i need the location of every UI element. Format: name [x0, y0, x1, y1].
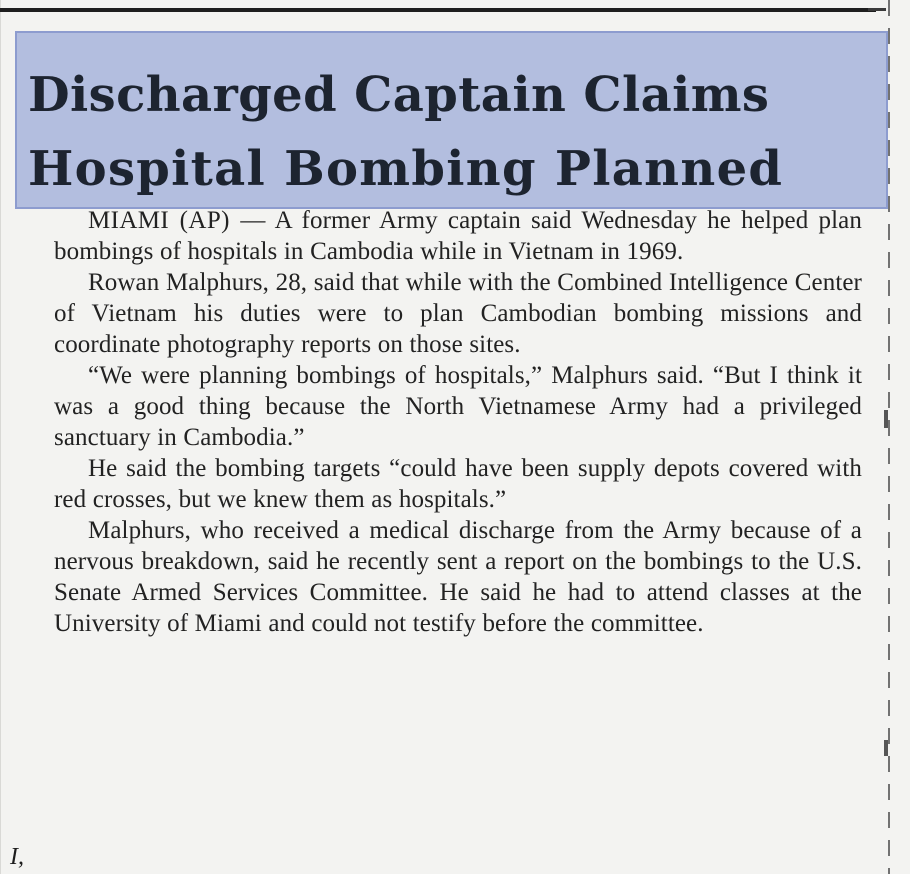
headline-line-2: Hospital Bombing Planned	[28, 141, 784, 198]
top-rule-end	[868, 8, 886, 11]
dateline: MIAMI (AP) —	[88, 207, 266, 234]
article-paragraph-3: “We were planning bombings of hospitals,” Malphurs said. “But I think it was a good thing because the North Vietnamese Army had a privileged sanctuary in Cambodia.”	[54, 362, 862, 451]
article-paragraph-4: He said the bombing targets “could have been supply depots covered with red crosses, but we knew them as hospitals.”	[54, 455, 862, 513]
right-edge-mark	[884, 740, 888, 756]
right-edge-mark	[884, 410, 888, 428]
top-rule	[0, 8, 876, 12]
right-column-rule	[888, 0, 890, 874]
paragraph-text: A former Army captain said Wednesday he helped plan bombings of hospitals in Cambodia while in Vietnam in 1969.	[54, 207, 862, 265]
headline-line-1: Discharged Captain Claims	[28, 67, 770, 124]
article-paragraph-1	[54, 205, 862, 267]
article-paragraph-5: Malphurs, who received a medical discharge from the Army because of a nervous breakdown, said he recently sent a report on the bombings to the U.S. Senate Armed Services Committee. He said he had to attend classes at the University of Miami and could not testify before the committee.	[54, 517, 862, 637]
left-edge	[0, 0, 1, 874]
clipped-text-fragment: I,	[10, 844, 24, 870]
article-body	[54, 205, 862, 639]
article-paragraph-2: Rowan Malphurs, 28, said that while with the Combined Intelligence Center of Vietnam his duties were to plan Cambodian bombing missions and coordinate photography reports on those sites.	[54, 269, 862, 358]
headline	[28, 66, 873, 198]
